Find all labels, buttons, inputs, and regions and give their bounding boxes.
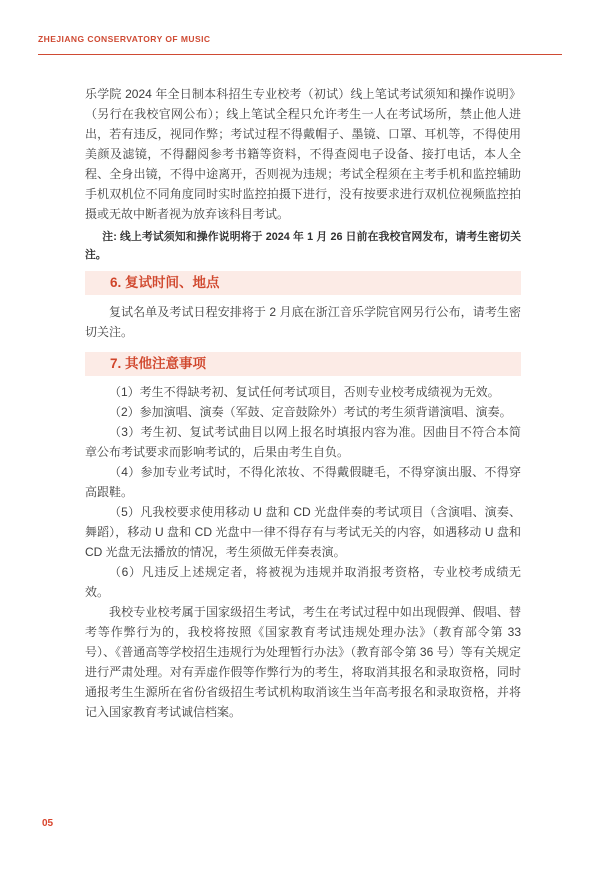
notes-list bbox=[85, 382, 521, 722]
retest-info-paragraph: 复试名单及考试日程安排将于 2 月底在浙江音乐学院官网另行公布，请考生密切关注。 bbox=[85, 305, 521, 339]
section-heading-retest-time-place: 6. 复试时间、地点 bbox=[85, 271, 521, 295]
section-heading-other-notes: 7. 其他注意事项 bbox=[85, 352, 521, 376]
header-divider bbox=[38, 54, 562, 55]
closing-paragraph: 我校专业校考属于国家级招生考试，考生在考试过程中如出现假弹、假唱、替考等作弊行为的，我校将按照《国家教育考试违规处理办法》（教育部令第 33 号）、《普通高等学校招生违规行为处理暂行办法》（教育部令第 36 号）等有关规定进行严肃处理。对有弄虚作假等作弊行为的考生，将取消其报名和录取资格，同时通报考生生源所在省份省级招生考试机构取消该生当年高考报名和录取资格，并将记入国家教育考试诚信档案。 bbox=[85, 605, 521, 719]
document-body bbox=[85, 84, 521, 722]
list-item: （4）参加专业考试时，不得化浓妆、不得戴假睫毛，不得穿演出服、不得穿高跟鞋。 bbox=[85, 465, 521, 499]
list-item: （5）凡我校要求使用移动 U 盘和 CD 光盘伴奏的考试项目（含演唱、演奏、舞蹈），移动 U 盘和 CD 光盘中一律不得存有与考试无关的内容，如遇移动 U 盘和 CD 光盘无法播放的情况，考生须做无伴奏表演。 bbox=[85, 505, 521, 559]
list-item: （3）考生初、复试考试曲目以网上报名时填报内容为准。因曲目不符合本简章公布考试要求而影响考试的，后果由考生自负。 bbox=[85, 425, 521, 459]
list-item: （2）参加演唱、演奏（军鼓、定音鼓除外）考试的考生须背谱演唱、演奏。 bbox=[109, 405, 512, 419]
list-item: （6）凡违反上述规定者，将被视为违规并取消报考资格，专业校考成绩无效。 bbox=[85, 565, 521, 599]
note-line: 注: 线上考试须知和操作说明将于 2024 年 1 月 26 日前在我校官网发布，请考生密切关注。 bbox=[85, 231, 521, 261]
brand-header: ZHEJIANG CONSERVATORY OF MUSIC bbox=[38, 34, 211, 44]
intro-paragraph: 乐学院 2024 年全日制本科招生专业校考（初试）线上笔试考试须知和操作说明》（另行在我校官网公布）；线上笔试全程只允许考生一人在考试场所，禁止他人进出，若有违反，视同作弊；考试过程不得戴帽子、墨镜、口罩、耳机等，不得使用美颜及滤镜，不得翻阅参考书籍等资料，不得查阅电子设备、接打电话，本人全程、全身出镜，不得中途离开，否则视为违规；考试全程须在主考手机和监控辅助手机双机位不同角度同时实时监控拍摄下进行，没有按要求进行双机位视频监控拍摄或无故中断者视为放弃该科目考试。 bbox=[85, 87, 521, 221]
page-number: 05 bbox=[42, 818, 54, 829]
list-item: （1）考生不得缺考初、复试任何考试项目，否则专业校考成绩视为无效。 bbox=[109, 385, 500, 399]
